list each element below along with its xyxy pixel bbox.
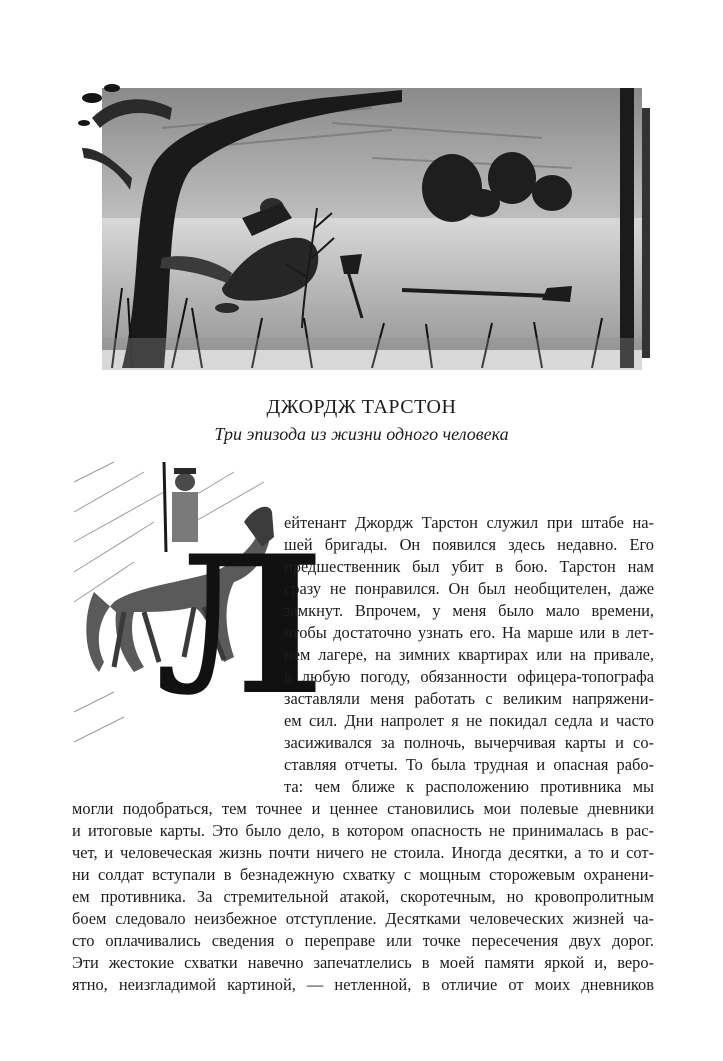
body-line: могли подобраться, тем точнее и ценнее становились мои полевые дневники	[72, 799, 654, 818]
body-line: ставляя отчеты. То была трудная и опасная рабо-	[284, 755, 654, 774]
article-title: ДЖОРДЖ ТАРСТОН	[266, 396, 457, 418]
body-line: замкнут. Впрочем, у меня было мало времени,	[284, 601, 654, 620]
body-line: сразу не понравился. Он был необщителен, даже	[284, 579, 654, 598]
body-line: Эти жестокие схватки навечно запечатлелись в моей памяти яркой и, веро-	[72, 953, 654, 972]
body-line: шей бригады. Он появился здесь недавно. Его	[284, 535, 654, 554]
body-line: чет, и человеческая жизнь почти ничего не стоила. Иногда десятки, а то и сот-	[72, 843, 654, 862]
horse-rider-icon	[74, 462, 325, 762]
body-line: боем следовало неизбежное отступление. Десятками человеческих жизней ча-	[72, 909, 654, 928]
body-line: заставляли меня работать с великим напряжени-	[284, 689, 654, 708]
body-line: в любую погоду, обязанности офицера-топографа	[284, 667, 654, 686]
body-line: и итоговые карты. Это было дело, в котором опасность не принималась в рас-	[72, 821, 654, 840]
body-line: та: чем ближе к расположению противника мы	[284, 777, 654, 796]
body-line: ни солдат вступали в безнадежную схватку с мощным сторожевым охранени-	[72, 865, 654, 884]
body-line: ейтенант Джордж Тарстон служил при штабе на-	[284, 513, 654, 532]
body-line: сто оплачивались сведения о переправе или точке пересечения двух дорог.	[72, 931, 654, 950]
drop-cap	[74, 462, 325, 762]
svg-text:Л: Л	[156, 514, 325, 737]
article-subtitle: Три эпизода из жизни одного человека	[214, 424, 509, 444]
body-line: предшественник был убит в бою. Тарстон нам	[284, 557, 654, 576]
header-illustration	[72, 68, 656, 370]
battlefield-scene-icon	[72, 68, 656, 370]
body-line: ем сил. Дни напролет я не покидал седла и часто	[284, 711, 654, 730]
body-line: засиживался за полночь, вычерчивая карты и со-	[284, 733, 654, 752]
body-line: чтобы достаточно узнать его. На марше или в лет-	[284, 623, 654, 642]
body-line: ем противника. За стремительной атакой, скоротечным, но кровопролитным	[72, 887, 654, 906]
body-line: нем лагере, на зимних квартирах или на привале,	[284, 645, 654, 664]
body-line: ятно, неизгладимой картиной, — нетленной, в отличие от моих дневников	[72, 975, 654, 994]
